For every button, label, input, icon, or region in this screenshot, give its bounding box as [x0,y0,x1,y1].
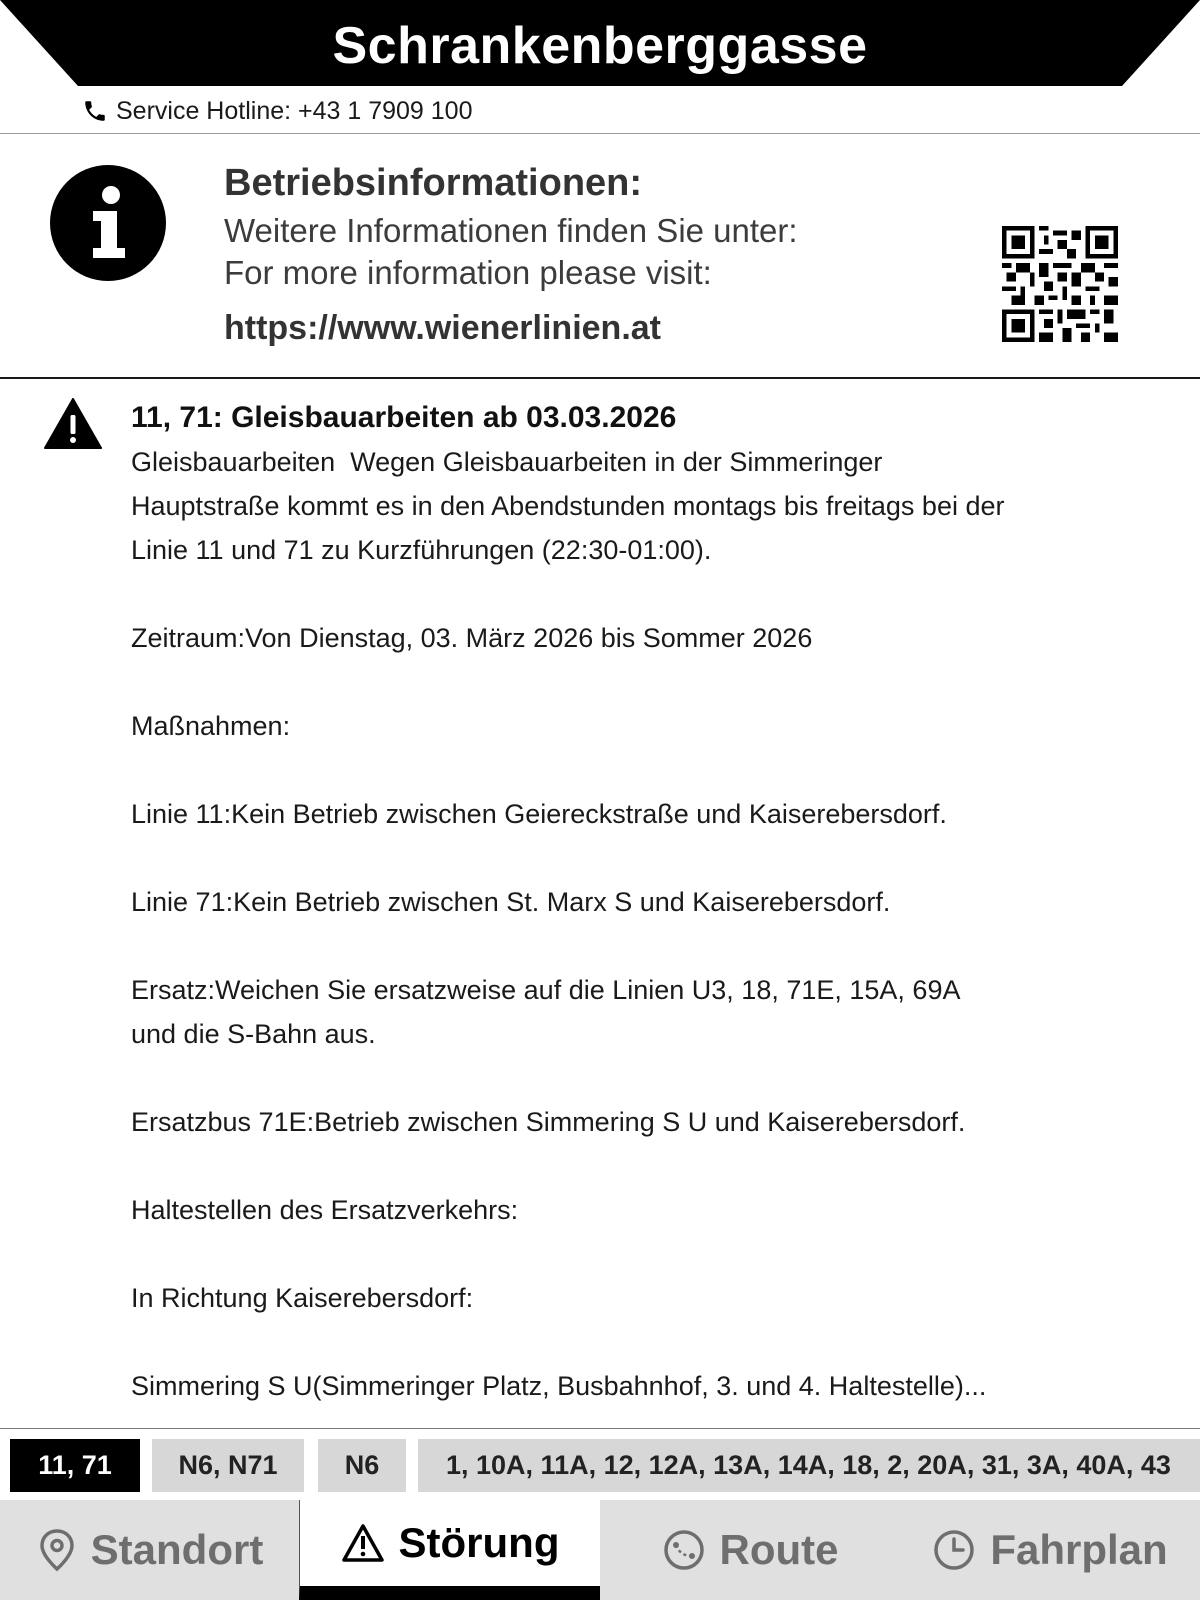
info-url[interactable]: https://www.wienerlinien.at [224,309,662,347]
disruption-line: Haltestellen des Ersatzverkehrs: [131,1195,519,1225]
clock-icon [932,1528,976,1572]
hotline-text: Service Hotline: +43 1 7909 100 [116,96,473,125]
disruption-line: Linie 71:Kein Betrieb zwischen St. Marx S und Kaiserebersdorf. [131,887,891,917]
warning-icon [44,398,102,450]
station-title-bar [0,0,1200,86]
location-pin-icon [37,1528,77,1572]
service-hotline [82,92,473,130]
info-text-de: Weitere Informationen finden Sie unter: [224,212,798,249]
disruption-line: Simmering S U(Simmeringer Platz, Busbahnhof, 3. und 4. Haltestelle)... [131,1371,987,1401]
disruption-title: 11, 71: Gleisbauarbeiten ab 03.03.2026 [131,401,677,434]
qr-code [1002,226,1118,342]
disruption-line: Linie 11:Kein Betrieb zwischen Geiereckstraße und Kaiserebersdorf. [131,799,947,829]
warning-icon [341,1523,385,1563]
line-chip[interactable]: N6 [318,1439,406,1492]
info-icon [49,164,167,282]
tab-fahrplan-label: Fahrplan [990,1526,1168,1573]
disruption-line: Zeitraum:Von Dienstag, 03. März 2026 bis Sommer 2026 [131,623,813,653]
disruption-line [131,572,1171,616]
line-chip[interactable]: N6, N71 [152,1439,304,1492]
divider [0,133,1200,134]
disruption-line: Maßnahmen: [131,711,291,741]
disruption-line: Linie 11 und 71 zu Kurzführungen (22:30-01:00). [131,535,712,565]
line-filter-bar [0,1428,1200,1503]
disruption-line: und die S-Bahn aus. [131,1019,376,1049]
tab-stoerung-label: Störung [398,1519,560,1566]
line-chip[interactable]: 1, 10A, 11A, 12, 12A, 13A, 14A, 18, 2, 20A, 31, 3A, 40A, 43 [418,1439,1200,1492]
station-name: Schrankenberggasse [332,17,868,75]
disruption-line: Ersatzbus 71E:Betrieb zwischen Simmering S U und Kaiserebersdorf. [131,1107,966,1137]
section-divider [0,377,1200,379]
info-block [224,156,964,352]
bottom-tab-bar [0,1500,1200,1600]
tab-standort-label: Standort [90,1526,264,1573]
disruption-line: Hauptstraße kommt es in den Abendstunden montags bis freitags bei der [131,491,1005,521]
disruption-line [131,924,1171,968]
disruption-line: In Richtung Kaiserebersdorf: [131,1283,474,1313]
disruption-line [131,1056,1171,1100]
disruption-line: Ersatz:Weichen Sie ersatzweise auf die Linien U3, 18, 71E, 15A, 69A [131,975,961,1005]
disruption-line [131,1232,1171,1276]
disruption-line [131,836,1171,880]
line-chip[interactable]: 11, 71 [10,1439,140,1492]
tab-route-label: Route [719,1526,839,1573]
tab-fahrplan[interactable] [900,1500,1200,1600]
info-text-en: For more information please visit: [224,254,712,291]
disruption-line: Gleisbauarbeiten Wegen Gleisbauarbeiten in der Simmeringer [131,447,883,477]
disruption-line [131,748,1171,792]
tab-stoerung[interactable] [299,1500,601,1600]
tab-standort[interactable] [0,1500,300,1600]
disruption-line [131,1144,1171,1188]
disruption-line [131,660,1171,704]
disruption-body [131,440,1171,1408]
route-icon [662,1528,706,1572]
disruption-line [131,1320,1171,1364]
disruption-message [131,396,1171,1408]
tab-route[interactable] [600,1500,900,1600]
phone-icon [82,98,108,124]
info-heading: Betriebsinformationen: [224,162,643,204]
